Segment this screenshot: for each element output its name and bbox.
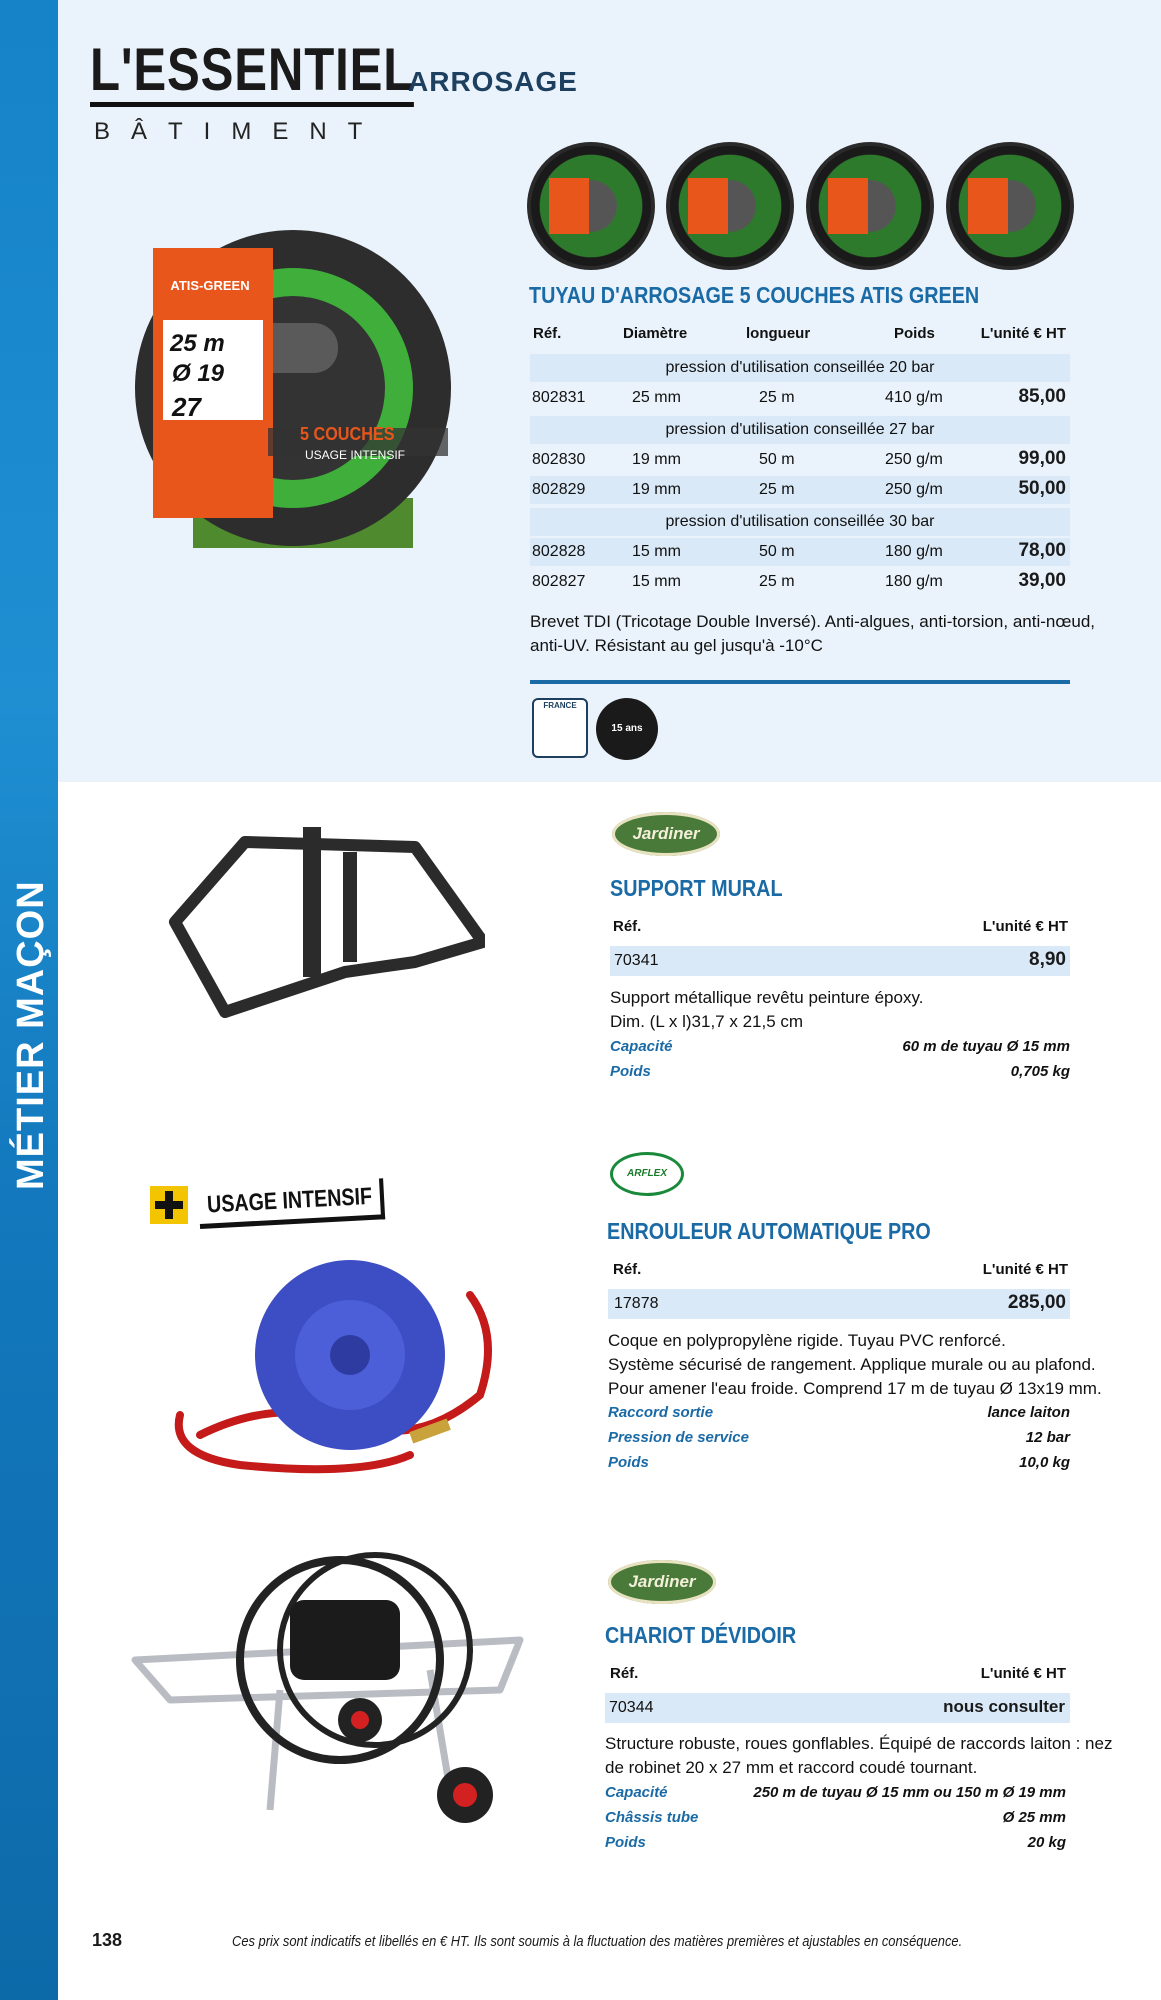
brand-logo-arflex: ARFLEX	[610, 1152, 684, 1196]
wall-bracket-image	[165, 822, 485, 1022]
spec-label: Raccord sortie	[608, 1404, 714, 1421]
cell-price: 285,00	[1007, 1292, 1066, 1313]
sidebar-label: MÉTIER MAÇON	[10, 880, 52, 1190]
support-desc-line-2: Dim. (L x l)31,7 x 21,5 cm	[610, 1012, 804, 1031]
product-title-chariot: CHARIOT DÉVIDOIR	[605, 1622, 797, 1648]
hose-usage-label: USAGE INTENSIF	[305, 448, 406, 462]
logo-title: L'ESSENTIEL	[90, 40, 414, 107]
section-title: ARROSAGE	[408, 66, 578, 97]
product-title-enrouleur: ENROULEUR AUTOMATIQUE PRO	[607, 1218, 931, 1244]
cell-diam: 19 mm	[632, 451, 681, 468]
group-label: pression d'utilisation conseillée 30 bar	[530, 508, 1070, 536]
section-divider	[530, 680, 1070, 684]
col-ref: Réf.	[610, 1665, 639, 1682]
spec-value: Ø 25 mm	[1002, 1809, 1066, 1826]
spec-label: Poids	[608, 1454, 649, 1471]
group-label: pression d'utilisation conseillée 20 bar	[530, 354, 1070, 382]
table-row	[608, 1289, 1070, 1319]
table-row	[530, 446, 1070, 474]
spec-label: Poids	[605, 1834, 646, 1851]
cell-ref: 802827	[532, 573, 586, 590]
col-price: L'unité € HT	[982, 918, 1068, 935]
cell-len: 25 m	[759, 573, 795, 590]
spec-label: Capacité	[610, 1038, 673, 1055]
col-ref: Réf.	[613, 918, 642, 935]
spec-value: 250 m de tuyau Ø 15 mm ou 150 m Ø 19 mm	[753, 1784, 1066, 1801]
spec-value: 0,705 kg	[1010, 1063, 1070, 1080]
cell-len: 25 m	[759, 389, 795, 406]
footer-note: Ces prix sont indicatifs et libellés en € HT. Ils sont soumis à la fluctuation des matières premières et ajustables en conséquence.	[232, 1933, 963, 1950]
table-row	[605, 1693, 1070, 1723]
badge-france-label: FRANCE	[543, 701, 577, 710]
hose-layers-label: 5 COUCHES	[300, 424, 395, 444]
product-title-support: SUPPORT MURAL	[610, 875, 783, 901]
plus-icon	[150, 1186, 188, 1224]
cell-ref: 70341	[614, 952, 659, 969]
cell-price: 99,00	[1018, 448, 1066, 469]
hose-thumbnail-3	[806, 142, 934, 270]
enrouleur-desc-line-1: Coque en polypropylène rigide. Tuyau PVC renforcé.	[608, 1331, 1006, 1350]
made-in-france-badge	[532, 698, 588, 758]
cell-poids: 180 g/m	[885, 543, 943, 560]
spec-value: 60 m de tuyau Ø 15 mm	[902, 1038, 1070, 1055]
cell-len: 50 m	[759, 451, 795, 468]
spec-value: 12 bar	[1025, 1429, 1070, 1446]
col-poids: Poids	[894, 325, 935, 342]
cell-price: nous consulter	[943, 1697, 1065, 1716]
col-longueur: longueur	[746, 325, 811, 342]
col-price: L'unité € HT	[980, 1665, 1066, 1682]
table-row	[530, 538, 1070, 566]
cell-price: 78,00	[1018, 540, 1066, 561]
chariot-desc-line-2: de robinet 20 x 27 mm et raccord coudé tournant.	[605, 1758, 978, 1777]
cell-diam: 15 mm	[632, 573, 681, 590]
hose-length-label: 25 m	[170, 330, 225, 357]
spec-label: Poids	[610, 1063, 651, 1080]
support-desc-line-1: Support métallique revêtu peinture époxy.	[610, 988, 924, 1007]
spec-label: Pression de service	[608, 1429, 749, 1446]
cell-diam: 25 mm	[632, 389, 681, 406]
usage-intensif-badge: USAGE INTENSIF	[198, 1178, 386, 1229]
cell-price: 39,00	[1018, 570, 1066, 591]
table-row	[530, 568, 1070, 596]
cell-price: 50,00	[1018, 478, 1066, 499]
spec-label: Châssis tube	[605, 1809, 699, 1826]
cell-poids: 250 g/m	[885, 481, 943, 498]
table-row	[530, 384, 1070, 412]
tuyau-desc-line-1: Brevet TDI (Tricotage Double Inversé). Anti-algues, anti-torsion, anti-nœud,	[530, 612, 1096, 631]
chariot-desc-line-1: Structure robuste, roues gonflables. Équipé de raccords laiton : nez	[605, 1734, 1113, 1753]
brand-logo-jardiner: Jardiner	[612, 812, 720, 856]
hose-cart-image	[130, 1550, 530, 1830]
col-ref: Réf.	[533, 325, 562, 342]
cell-diam: 15 mm	[632, 543, 681, 560]
enrouleur-desc-line-2: Système sécurisé de rangement. Applique murale ou au plafond.	[608, 1355, 1096, 1374]
table-row	[610, 946, 1070, 976]
spec-value: 10,0 kg	[1019, 1454, 1070, 1471]
col-ref: Réf.	[613, 1261, 642, 1278]
cell-poids: 180 g/m	[885, 573, 943, 590]
cell-price: 85,00	[1018, 386, 1066, 407]
cell-ref: 802830	[532, 451, 586, 468]
hose-diameter-label: Ø 19	[172, 360, 225, 387]
hose-thumbnail-4	[946, 142, 1074, 270]
col-price: L'unité € HT	[980, 325, 1066, 342]
cell-ref: 802828	[532, 543, 586, 560]
hose-reel-pro-image	[160, 1255, 500, 1485]
cell-ref: 70344	[609, 1699, 654, 1716]
cell-poids: 250 g/m	[885, 451, 943, 468]
cell-diam: 19 mm	[632, 481, 681, 498]
cell-len: 50 m	[759, 543, 795, 560]
hose-brand-label: ATIS-GREEN	[170, 278, 250, 293]
col-diametre: Diamètre	[623, 325, 688, 342]
spec-label: Capacité	[605, 1784, 668, 1801]
hose-bar-label: 27	[172, 392, 201, 422]
hose-thumbnail-1	[527, 142, 655, 270]
logo-subtitle: BÂTIMENT	[94, 118, 384, 145]
brand-logo-jardiner: Jardiner	[608, 1560, 716, 1604]
spec-value: 20 kg	[1027, 1834, 1066, 1851]
cell-poids: 410 g/m	[885, 389, 943, 406]
cell-ref: 17878	[614, 1295, 659, 1312]
cell-ref: 802829	[532, 481, 586, 498]
group-label: pression d'utilisation conseillée 27 bar	[530, 416, 1070, 444]
cell-ref: 802831	[532, 389, 586, 406]
spec-value: lance laiton	[987, 1404, 1070, 1421]
page-number: 138	[92, 1930, 123, 1950]
col-price: L'unité € HT	[982, 1261, 1068, 1278]
table-row	[530, 476, 1070, 504]
badge-warranty-label: 15 ans Garantie	[606, 723, 648, 796]
hose-thumbnail-2	[666, 142, 794, 270]
product-title-tuyau: TUYAU D'ARROSAGE 5 COUCHES ATIS GREEN	[529, 282, 980, 308]
side-band	[0, 0, 58, 2000]
enrouleur-desc-line-3: Pour amener l'eau froide. Comprend 17 m de tuyau Ø 13x19 mm.	[608, 1379, 1102, 1398]
cell-len: 25 m	[759, 481, 795, 498]
cell-price: 8,90	[1029, 949, 1066, 970]
warranty-badge	[596, 698, 658, 796]
tuyau-desc-line-2: anti-UV. Résistant au gel jusqu'à -10°C	[530, 636, 823, 655]
